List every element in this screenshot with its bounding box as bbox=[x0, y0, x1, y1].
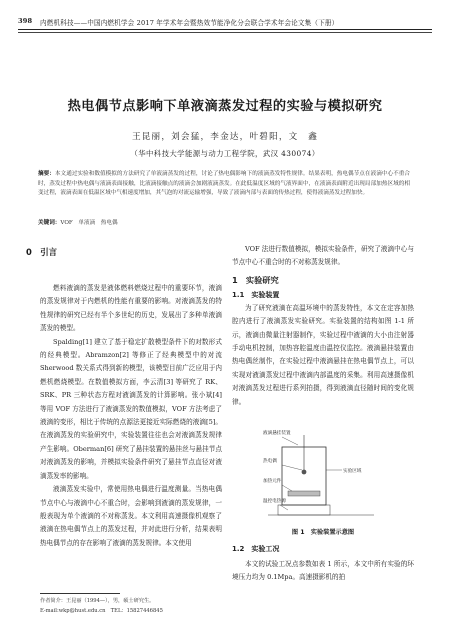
body-paragraph: 为了研究液滴在高温环境中的蒸发特性，本文在定容加热腔内进行了液滴蒸发实验研究。实验装置的结构如图 1-1 所示，液滴由微量注射器制作，实验过程中液滴的大小由注射器手动电机控制，加热容腔温度由温控仪监控。液滴悬挂装置由热电偶丝制作，在实验过程中液滴悬挂在热电偶节点上，可以实现对液滴蒸发过程中液滴内部温度的采集。利用高速摄像机对液滴蒸发过程进行系列拍摄，得到液滴直径随时间的变化规律。 bbox=[232, 303, 414, 406]
body-paragraph: 本文的试验工况点参数如表 1 所示，本文中所有实验的环境压力均为 0.1Mpa。高速摄影机的拍 bbox=[232, 560, 414, 582]
abstract-label: 摘要： bbox=[38, 171, 55, 177]
leader-line bbox=[282, 465, 302, 470]
abstract-text: 本文通过实验和数值模拟的方法研究了单液滴蒸发的过程，讨论了热电偶影响下的液滴蒸发特性规律。结果表明，热电偶节点在液滴中心不重合时，蒸发过程中热电偶与液滴表面接触，比液滴接触点的液滴会加剧液滴蒸发。在此低温度区域的气液界面中，在液滴表面附近出现局部加热区域的相变过程，液滴表面在低温区域中气相速度增加，其气泡的对流运输增强，导致了液滴内部与表面的传热过程，使得液滴蒸发过程加快。 bbox=[38, 171, 410, 197]
heater-element bbox=[288, 491, 320, 496]
subsection-heading-conditions: 1.2 实验工况 bbox=[232, 545, 280, 553]
footnote-contact: E-mail:wkp@hust.edu.cn TEL：15827446845 bbox=[40, 608, 163, 614]
keywords-text: VOF 单液滴 热电偶 bbox=[60, 220, 118, 226]
body-paragraph: 燃料液滴的蒸发是液体燃料燃烧过程中的重要环节，液滴的蒸发规律对于内燃机的性能有重要的影响。对液滴蒸发的特性规律的研究已经有半个多世纪的历史，发展出了多种单液滴蒸发的模型。 bbox=[40, 284, 222, 333]
figure-label: 液滴悬挂装置 bbox=[263, 431, 291, 436]
subsection-heading-apparatus: 1.1 实验装置 bbox=[232, 290, 280, 299]
body-paragraph: Spalding[1] 建立了基于稳定扩散模型条件下的对数形式的经典模型。Abramzon[2] 等修正了经典模型中的对流 Sherwood 数关系式得到新的模型，该模型目前广泛应用于内燃机燃烧模型。在数值模拟方面，李云清[3] 等研究了 RK、SRK、PR 三种状态方程对液滴蒸发的计算影响。张小斌[4] 等用 VOF 方法进行了液滴蒸发的数值模拟，VOF 方法考虑了液滴的变形，相比于传统的点源法更接近实际燃烧的液滴[5]。在液滴蒸发的实验研究中，实验装置往往也会对液滴蒸发规律产生影响。Oberman[6] 研究了悬挂装置的悬挂丝与悬挂节点对液滴蒸发的影响，并模拟实验条件研究了悬挂节点直径对液滴蒸发率的影响。 bbox=[40, 337, 222, 480]
page-header bbox=[18, 16, 432, 30]
figure-label: 加热元件 bbox=[263, 479, 282, 484]
keywords bbox=[38, 219, 410, 228]
footnote-author: 作者简介：王昆丽（1994—），男，硕士研究生。 bbox=[40, 598, 155, 604]
footnote-rule bbox=[40, 593, 120, 594]
apparatus-figure bbox=[262, 425, 382, 525]
base-block bbox=[278, 505, 330, 515]
figure-caption: 图 1 实验装置示意图 bbox=[291, 529, 355, 536]
figure-label: 实验区域 bbox=[343, 469, 362, 474]
paper-title: 热电偶节点影响下单液滴蒸发过程的实验与模拟研究 bbox=[67, 99, 383, 114]
footnote bbox=[40, 596, 225, 616]
figure-label: 温控电热源 bbox=[263, 499, 286, 504]
running-title: 内燃机科技——中国内燃机学会 2017 年学术年会暨热效节能净化分会联合学术年会论文集（下册） bbox=[40, 19, 339, 27]
figure-label: 热电偶 bbox=[263, 459, 277, 464]
keywords-label: 关键词： bbox=[38, 220, 61, 226]
section-heading-experiment: 1 实验研究 bbox=[232, 274, 279, 285]
leader-line bbox=[280, 505, 288, 510]
leader-line bbox=[282, 485, 292, 491]
affiliation: （华中科技大学能源与动力工程学院，武汉 430074） bbox=[130, 149, 320, 158]
header-rule-thin bbox=[18, 32, 432, 33]
right-column-lower bbox=[232, 543, 414, 585]
abstract bbox=[38, 170, 410, 199]
right-column bbox=[232, 243, 414, 409]
body-paragraph: VOF 法进行数值模拟，模拟实验条件，研究了液滴中心与节点中心不重合时的不对称蒸发规律。 bbox=[232, 245, 414, 267]
author-list: 王昆丽，刘会猛，李金达，叶碧阳，文 鑫 bbox=[131, 132, 319, 142]
body-paragraph: 液滴蒸发实验中，常使用热电偶进行温度测量。当热电偶节点中心与液滴中心不重合时，会影响到液滴的蒸发规律，一般表现为单个液滴的不对称蒸发。本文利用高速摄像机观察了液滴在热电偶节点上的蒸发过程，并对此进行分析，结果表明热电偶节点的存在影响了液滴的蒸发规律。本文使用 bbox=[40, 485, 222, 547]
leader-line bbox=[282, 437, 298, 445]
droplet-icon bbox=[302, 470, 307, 475]
page-number: 398 bbox=[18, 17, 33, 25]
left-column bbox=[40, 282, 222, 550]
section-heading-intro: 0 引言 bbox=[26, 247, 57, 257]
header-rule bbox=[18, 29, 432, 30]
